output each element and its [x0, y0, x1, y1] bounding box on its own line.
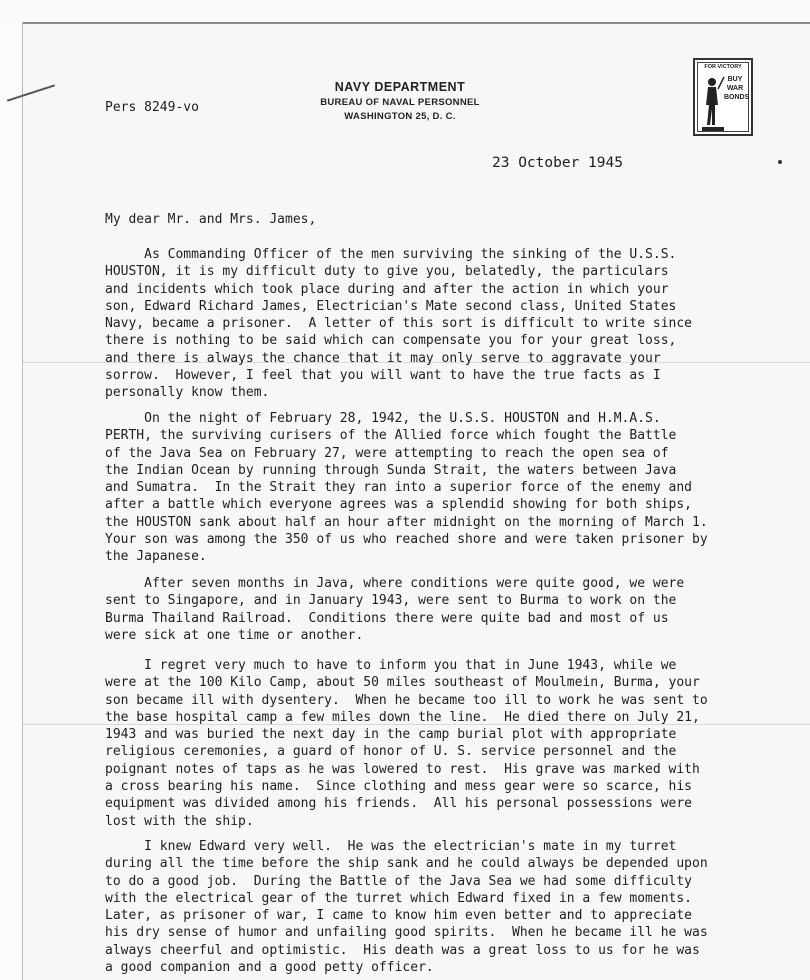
letterhead-bureau: BUREAU OF NAVAL PERSONNEL: [320, 97, 480, 108]
stamp-text: BUY WAR BONDS: [724, 76, 750, 101]
paragraph-4: [105, 657, 755, 830]
salutation: My dear Mr. and Mrs. James,: [105, 212, 317, 227]
paragraph-line: with the electrical gear of the turret which Edward fixed in a few moments.: [105, 890, 692, 906]
war-bonds-stamp: [693, 58, 753, 136]
paragraph-line: personally know them.: [105, 385, 270, 401]
paragraph-line: poignant notes of taps as he was lowered to rest. His grave was marked with: [105, 761, 700, 777]
paragraph-line: were at the 100 Kilo Camp, about 50 miles southeast of Moulmein, Burma, your: [105, 675, 700, 691]
paragraph-line: his dry sense of humor and unfailing good spirits. When he became ill he was: [105, 925, 708, 941]
paragraph-line: the base hospital camp a few miles down the line. He died there on July 21,: [105, 709, 700, 725]
paragraph-line: there is nothing to be said which can compensate you for your great loss,: [105, 333, 677, 349]
page-top-edge: [0, 0, 810, 24]
paragraph-line: of the Java Sea on February 27, were attempting to reach the open sea of: [105, 445, 669, 461]
letterhead-department: NAVY DEPARTMENT: [334, 80, 466, 94]
paragraph-line: after a battle which everyone agrees was a splendid showing for both ships,: [105, 497, 692, 513]
stamp-top-text: FOR VICTORY: [704, 64, 742, 70]
paragraph-line: during all the time before the ship sank and he could always be depended upon: [105, 856, 708, 872]
page-left-edge: [0, 22, 23, 980]
paragraph-line: Your son was among the 350 of us who reached shore and were taken prisoner by: [105, 532, 708, 548]
paragraph-line: After seven months in Java, where conditions were quite good, we were: [105, 576, 685, 591]
paragraph-line: and there is always the chance that it may only serve to aggravate your: [105, 350, 661, 366]
paragraph-line: Burma Thailand Railroad. Conditions there were quite bad and most of us: [105, 610, 669, 626]
paragraph-5: [105, 838, 755, 976]
paragraph-line: equipment was divided among his friends. All his personal possessions were: [105, 796, 692, 812]
paragraph-line: and Sumatra. In the Strait they ran into a superior force of the enemy and: [105, 480, 692, 496]
minuteman-icon: [700, 75, 726, 133]
paragraph-line: I regret very much to have to inform you that in June 1943, while we: [105, 658, 677, 673]
paragraph-line: the Japanese.: [105, 549, 207, 565]
paragraph-line: sorrow. However, I feel that you will want to have the true facts as I: [105, 368, 661, 384]
paragraph-line: the Indian Ocean by running through Sunda Strait, the waters between Java: [105, 462, 677, 478]
paragraph-line: PERTH, the surviving curisers of the Allied force which fought the Battle: [105, 428, 677, 444]
paragraph-line: always cheerful and optimistic. His death was a great loss to us for he was: [105, 942, 700, 958]
letterhead-location: WASHINGTON 25, D. C.: [344, 111, 456, 122]
paragraph-3: [105, 575, 755, 644]
paragraph-line: Later, as prisoner of war, I came to know him even better and to appreciate: [105, 908, 692, 924]
paragraph-line: son became ill with dysentery. When he became too ill to work he was sent to: [105, 692, 708, 708]
paragraph-line: lost with the ship.: [105, 813, 254, 829]
paragraph-line: HOUSTON, it is my difficult duty to give you, belatedly, the particulars: [105, 264, 669, 280]
paragraph-line: As Commanding Officer of the men surviving the sinking of the U.S.S.: [105, 247, 677, 262]
paragraph-line: were sick at one time or another.: [105, 627, 364, 643]
paragraph-line: On the night of February 28, 1942, the U.S.S. HOUSTON and H.M.A.S.: [105, 411, 661, 426]
paragraph-line: a good companion and a good petty officer.: [105, 960, 434, 976]
paragraph-line: and incidents which took place during and after the action in which your: [105, 281, 669, 297]
paragraph-line: Navy, became a prisoner. A letter of this sort is difficult to write since: [105, 316, 692, 332]
paragraph-line: the HOUSTON sank about half an hour after midnight on the morning of March 1.: [105, 514, 708, 530]
reference-number: Pers 8249-vo: [105, 100, 199, 115]
paragraph-1: [105, 246, 755, 402]
paragraph-line: a cross bearing his name. Since clothing and mess gear were so scarce, his: [105, 779, 692, 795]
paragraph-line: sent to Singapore, and in January 1943, were sent to Burma to work on the: [105, 593, 677, 609]
paragraph-2: [105, 410, 755, 566]
paragraph-line: to do a good job. During the Battle of the Java Sea we had some difficulty: [105, 873, 692, 889]
letterhead: [290, 80, 510, 122]
paragraph-line: 1943 and was buried the next day in the camp burial plot with appropriate: [105, 727, 677, 743]
paragraph-line: I knew Edward very well. He was the electrician's mate in my turret: [105, 839, 677, 854]
ink-dot: [778, 160, 782, 164]
letter-date: 23 October 1945: [492, 155, 623, 171]
paragraph-line: son, Edward Richard James, Electrician's Mate second class, United States: [105, 298, 677, 314]
paragraph-line: religious ceremonies, a guard of honor of U. S. service personnel and the: [105, 744, 677, 760]
